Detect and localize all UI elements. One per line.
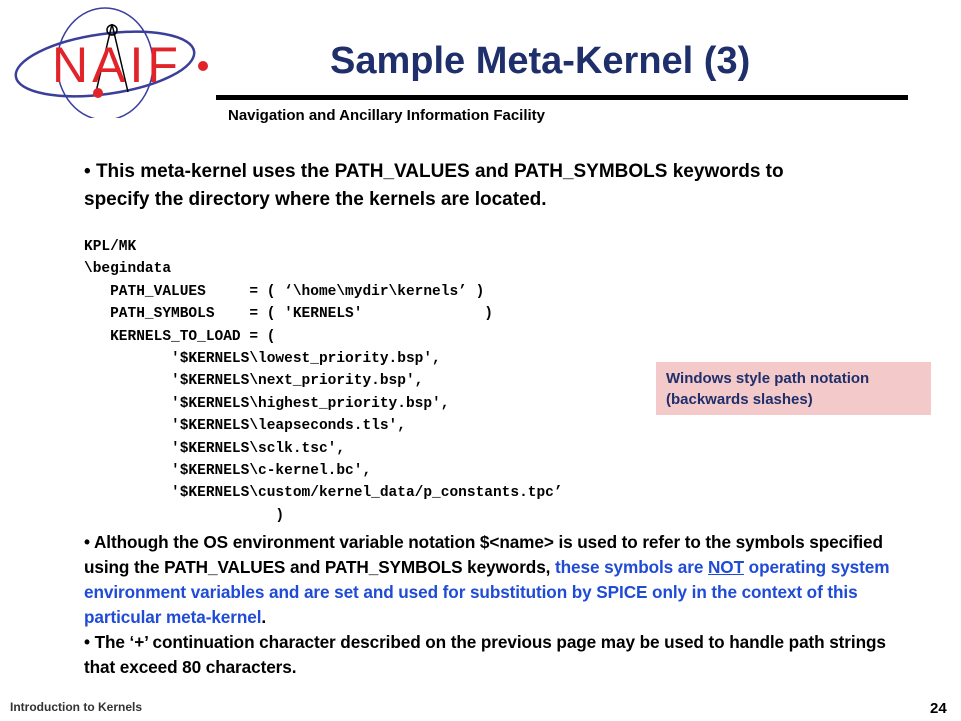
code-line: \begindata <box>84 261 172 278</box>
intro-paragraph <box>84 158 844 214</box>
bullet: • <box>84 161 91 182</box>
code-line: PATH_SYMBOLS = ( 'KERNELS' ) <box>84 306 493 323</box>
note-text: Although the OS environment variable notation $<name> is used to refer to the symbols specified using the PATH_VALUES and PATH_SYMBOLS keywords, <box>84 532 883 577</box>
page-number: 24 <box>930 700 947 717</box>
bullet: • <box>84 632 90 652</box>
code-line: '$KERNELS\custom/kernel_data/p_constants.tpc’ <box>84 485 563 502</box>
code-line: '$KERNELS\c-kernel.bc', <box>84 462 372 479</box>
note-period: . <box>261 607 267 627</box>
code-line: KERNELS_TO_LOAD = ( <box>84 328 276 345</box>
bullet: • <box>84 532 90 552</box>
naif-logo <box>0 0 230 118</box>
page-subtitle: Navigation and Ancillary Information Facility <box>228 107 545 124</box>
meta-kernel-code <box>84 236 563 527</box>
note-emphasis: NOT <box>708 557 744 577</box>
notes-paragraph <box>84 530 914 680</box>
callout-line: (backwards slashes) <box>666 391 813 408</box>
code-line: '$KERNELS\leapseconds.tls', <box>84 418 406 435</box>
note-highlight: operating system environment variables and are set and used for substitution by SPICE only in the context of this particular meta-kernel <box>84 557 890 627</box>
code-line: PATH_VALUES = ( ‘\home\mydir\kernels’ ) <box>84 283 485 300</box>
note-highlight: these symbols are <box>555 557 704 577</box>
code-line: '$KERNELS\lowest_priority.bsp', <box>84 350 441 367</box>
windows-path-callout <box>656 362 931 415</box>
intro-text: This meta-kernel uses the PATH_VALUES and PATH_SYMBOLS keywords to specify the directory where the kernels are located. <box>84 161 784 210</box>
footer-label: Introduction to Kernels <box>10 700 142 714</box>
code-line: '$KERNELS\highest_priority.bsp', <box>84 395 450 412</box>
page-title: Sample Meta-Kernel (3) <box>330 40 751 82</box>
callout-line: Windows style path notation <box>666 370 870 387</box>
note-text: The ‘+’ continuation character described on the previous page may be used to handle path strings that exceed 80 characters. <box>84 632 886 677</box>
code-line: KPL/MK <box>84 239 137 255</box>
title-rule <box>216 95 908 100</box>
code-line: ) <box>84 507 285 524</box>
svg-text:NAIF: NAIF <box>52 37 182 93</box>
code-line: '$KERNELS\next_priority.bsp', <box>84 373 424 390</box>
code-line: '$KERNELS\sclk.tsc', <box>84 440 346 457</box>
